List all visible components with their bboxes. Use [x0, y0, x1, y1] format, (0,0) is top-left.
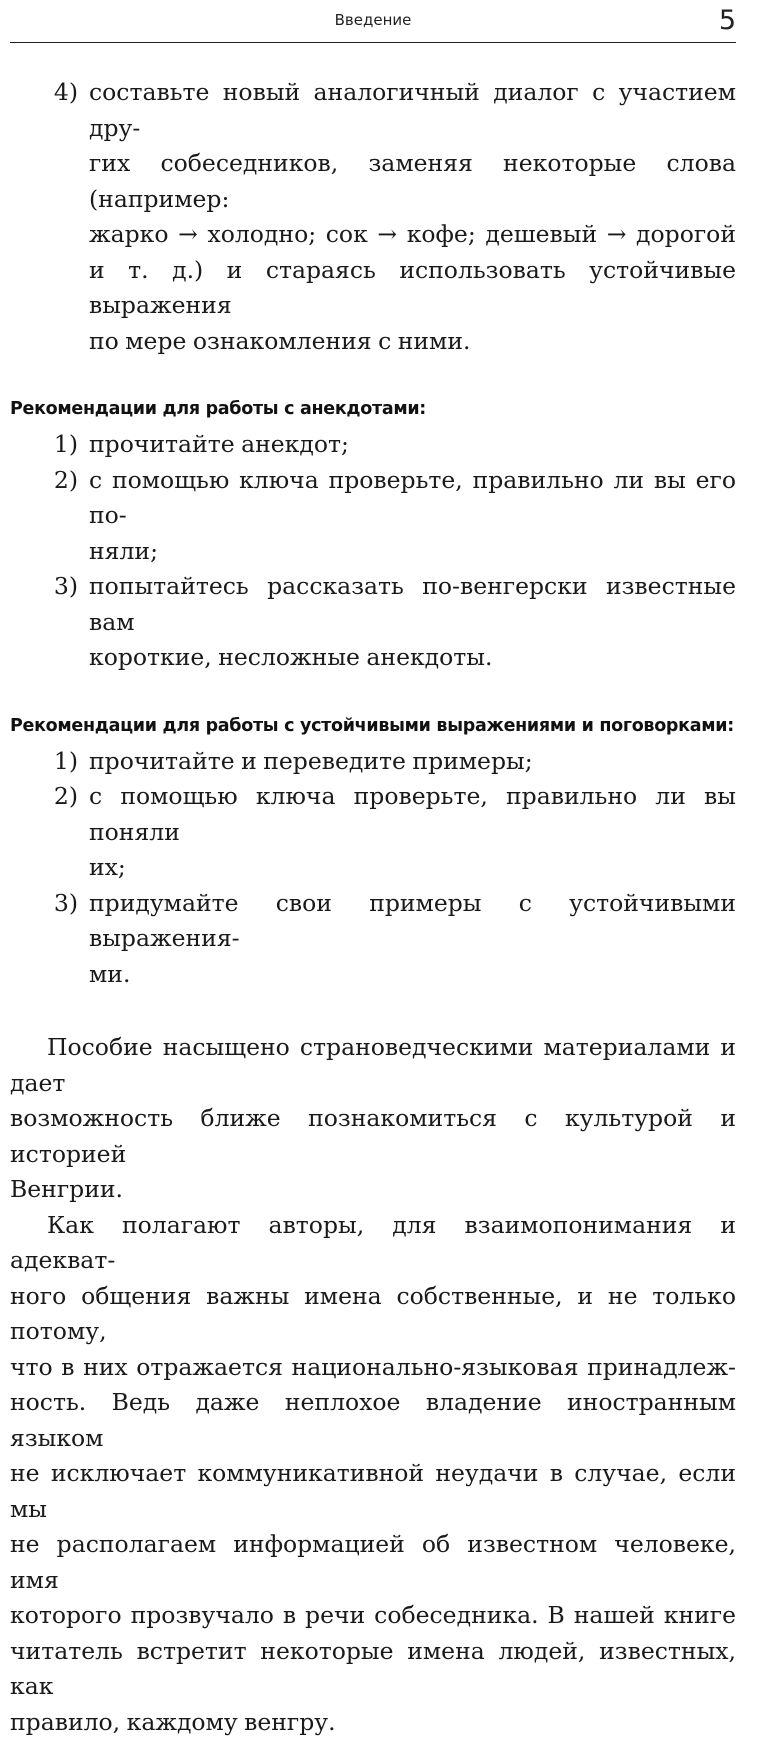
list-item-text — [79, 779, 736, 886]
text-line: Как полагают авторы, для взаимопонимания и адекват- — [10, 1208, 736, 1279]
text-line: жарко → холодно; сок → кофе; дешевый → дорогой — [89, 217, 736, 253]
text-line: Венгрии. — [10, 1172, 736, 1208]
text-line: читатель встретит некоторые имена людей, известных, как — [10, 1634, 736, 1705]
text-line: по мере ознакомления с ними. — [89, 324, 736, 360]
list-item — [10, 427, 736, 463]
list-item-number: 3) — [10, 569, 79, 605]
list-item-number: 1) — [10, 427, 79, 463]
text-line: прочитайте анекдот; — [89, 427, 736, 463]
text-line: гих собеседников, заменяя некоторые слова (например: — [89, 146, 736, 217]
text-line: возможность ближе познакомиться с культурой и историей — [10, 1101, 736, 1172]
list-item — [10, 463, 736, 570]
text-line: придумайте свои примеры с устойчивыми выражения- — [89, 886, 736, 957]
page-number: 5 — [719, 5, 736, 36]
text-line: няли; — [89, 534, 736, 570]
text-line: не располагаем информацией об известном человеке, имя — [10, 1527, 736, 1598]
list-item — [10, 779, 736, 886]
instruction-list-dialog — [10, 75, 736, 359]
body-paragraph — [10, 1208, 736, 1740]
text-line: ность. Ведь даже неплохое владение иностранным языком — [10, 1385, 736, 1456]
page-body — [10, 75, 736, 1740]
text-line: короткие, несложные анекдоты. — [89, 640, 736, 676]
text-line: которого прозвучало в речи собеседника. В нашей книге — [10, 1598, 736, 1634]
list-item-text — [79, 463, 736, 570]
running-header — [10, 0, 736, 43]
section-heading-anecdotes: Рекомендации для работы с анекдотами: — [10, 397, 736, 421]
list-item-text — [79, 427, 736, 463]
text-line: правило, каждому венгру. — [10, 1705, 736, 1740]
text-line: прочитайте и переведите примеры; — [89, 744, 736, 780]
text-line: их; — [89, 850, 736, 886]
list-item-number: 2) — [10, 463, 79, 499]
list-item-number: 1) — [10, 744, 79, 780]
section-heading-idioms: Рекомендации для работы с устойчивыми выражениями и поговорками: — [10, 714, 736, 738]
body-paragraph — [10, 1030, 736, 1208]
text-line: с помощью ключа проверьте, правильно ли вы поняли — [89, 779, 736, 850]
list-item — [10, 569, 736, 676]
text-line: не исключает коммуникативной неудачи в случае, если мы — [10, 1456, 736, 1527]
instruction-list-anecdotes — [10, 427, 736, 676]
list-item-number: 2) — [10, 779, 79, 815]
text-line: составьте новый аналогичный диалог с участием дру- — [89, 75, 736, 146]
instruction-list-idioms — [10, 744, 736, 993]
chapter-title: Введение — [10, 11, 736, 29]
list-item-text — [79, 569, 736, 676]
text-line: что в них отражается национально-языковая принадлеж- — [10, 1350, 736, 1386]
text-line: с помощью ключа проверьте, правильно ли вы его по- — [89, 463, 736, 534]
list-item — [10, 744, 736, 780]
text-line: ного общения важны имена собственные, и не только потому, — [10, 1279, 736, 1350]
list-item — [10, 75, 736, 359]
list-item-text — [79, 744, 736, 780]
list-item — [10, 886, 736, 993]
list-item-text — [79, 886, 736, 993]
text-line: Пособие насыщено страноведческими материалами и дает — [10, 1030, 736, 1101]
list-item-text — [79, 75, 736, 359]
list-item-number: 3) — [10, 886, 79, 922]
text-line: попытайтесь рассказать по-венгерски известные вам — [89, 569, 736, 640]
text-line: и т. д.) и стараясь использовать устойчивые выражения — [89, 253, 736, 324]
text-line: ми. — [89, 957, 736, 993]
list-item-number: 4) — [10, 75, 79, 111]
